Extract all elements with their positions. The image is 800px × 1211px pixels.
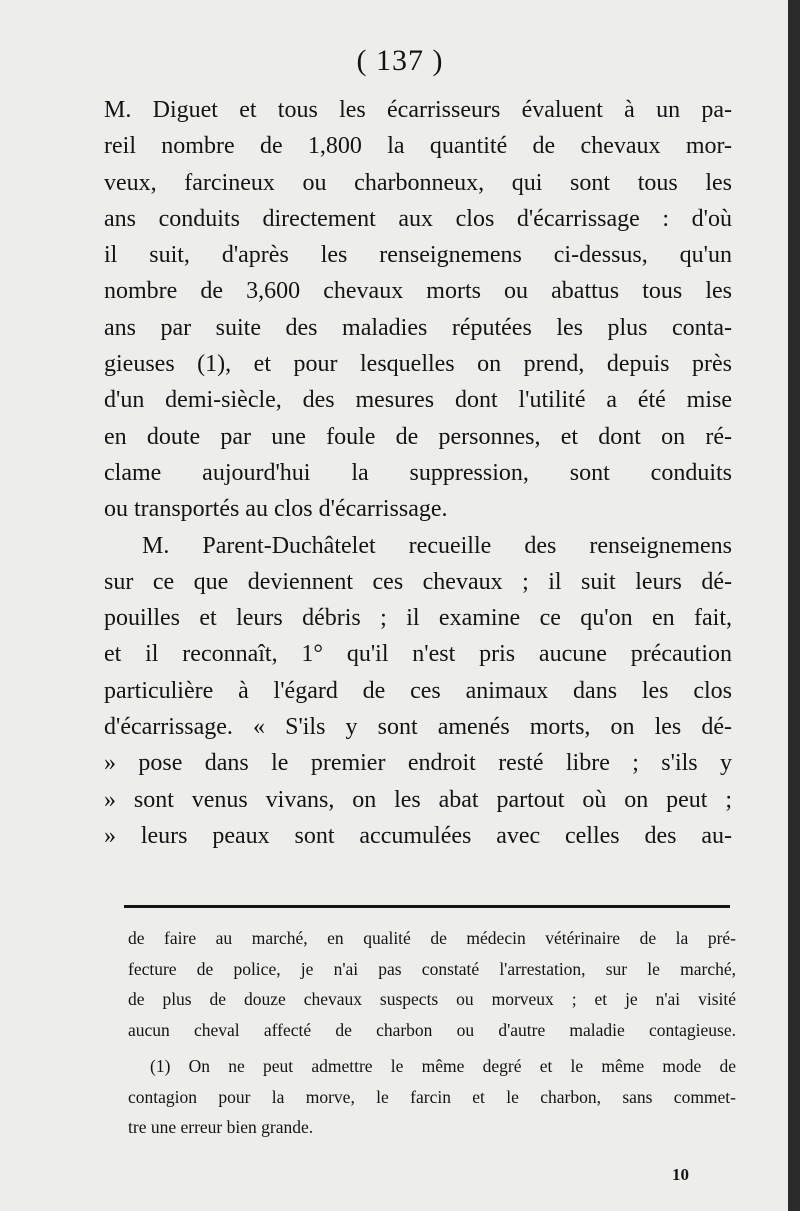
text-line: ou transportés au clos d'écarrissage. xyxy=(104,496,448,523)
footnote-rule xyxy=(124,905,730,908)
text-line: M. Parent-Duchâtelet recueille des renseignemens xyxy=(142,532,732,559)
text-line: sur ce que deviennent ces chevaux ; il suit leurs dé- xyxy=(104,568,732,595)
text-line: nombre de 3,600 chevaux morts ou abattus tous les xyxy=(104,278,732,305)
text-line: reil nombre de 1,800 la quantité de chevaux mor- xyxy=(104,133,732,160)
text-line: pouilles et leurs débris ; il examine ce qu'on en fait, xyxy=(104,605,732,632)
text-line: ans conduits directement aux clos d'écarrissage : d'où xyxy=(104,205,732,232)
text-line: en doute par une foule de personnes, et dont on ré- xyxy=(104,423,732,450)
text-line: M. Diguet et tous les écarrisseurs évaluent à un pa- xyxy=(104,97,732,123)
footnote-line: contagion pour la morve, le farcin et le charbon, sans commet- xyxy=(128,1086,736,1107)
footnote-line: tre une erreur bien grande. xyxy=(128,1117,314,1137)
signature-mark: 10 xyxy=(672,1165,689,1184)
text-line: et il reconnaît, 1° qu'il n'est pris aucune précaution xyxy=(104,641,732,668)
text-line: gieuses (1), et pour lesquelles on prend, depuis près xyxy=(104,351,732,378)
text-line: » leurs peaux sont accumulées avec celles des au- xyxy=(104,822,732,849)
text-line: particulière à l'égard de ces animaux dans les clos xyxy=(104,677,732,704)
footnote-line: (1) On ne peut admettre le même degré et le même mode de xyxy=(150,1056,736,1076)
footnotes xyxy=(128,923,736,1143)
footnote-line: fecture de police, je n'ai pas constaté l'arrestation, sur le marché, xyxy=(128,958,736,979)
text-line: veux, farcineux ou charbonneux, qui sont tous les xyxy=(104,169,732,196)
page-edge xyxy=(788,0,800,1211)
page-number: ( 137 ) xyxy=(356,44,444,77)
text-line: » sont venus vivans, on les abat partout où on peut ; xyxy=(104,786,732,813)
text-line: clame aujourd'hui la suppression, sont conduits xyxy=(104,459,732,486)
text-line: ans par suite des maladies réputées les plus conta- xyxy=(104,314,732,341)
footnote-line: de plus de douze chevaux suspects ou morveux ; et je n'ai visité xyxy=(128,989,736,1009)
text-line: » pose dans le premier endroit resté libre ; s'ils y xyxy=(104,750,732,777)
text-line: d'écarrissage. « S'ils y sont amenés morts, on les dé- xyxy=(104,714,732,741)
footnote-line: aucun cheval affecté de charbon ou d'autre maladie contagieuse. xyxy=(128,1019,736,1040)
text-line: il suit, d'après les renseignemens ci-dessus, qu'un xyxy=(104,242,732,269)
main-text xyxy=(104,92,732,854)
footnote-line: de faire au marché, en qualité de médecin vétérinaire de la pré- xyxy=(128,928,736,948)
text-line: d'un demi-siècle, des mesures dont l'utilité a été mise xyxy=(104,387,732,414)
